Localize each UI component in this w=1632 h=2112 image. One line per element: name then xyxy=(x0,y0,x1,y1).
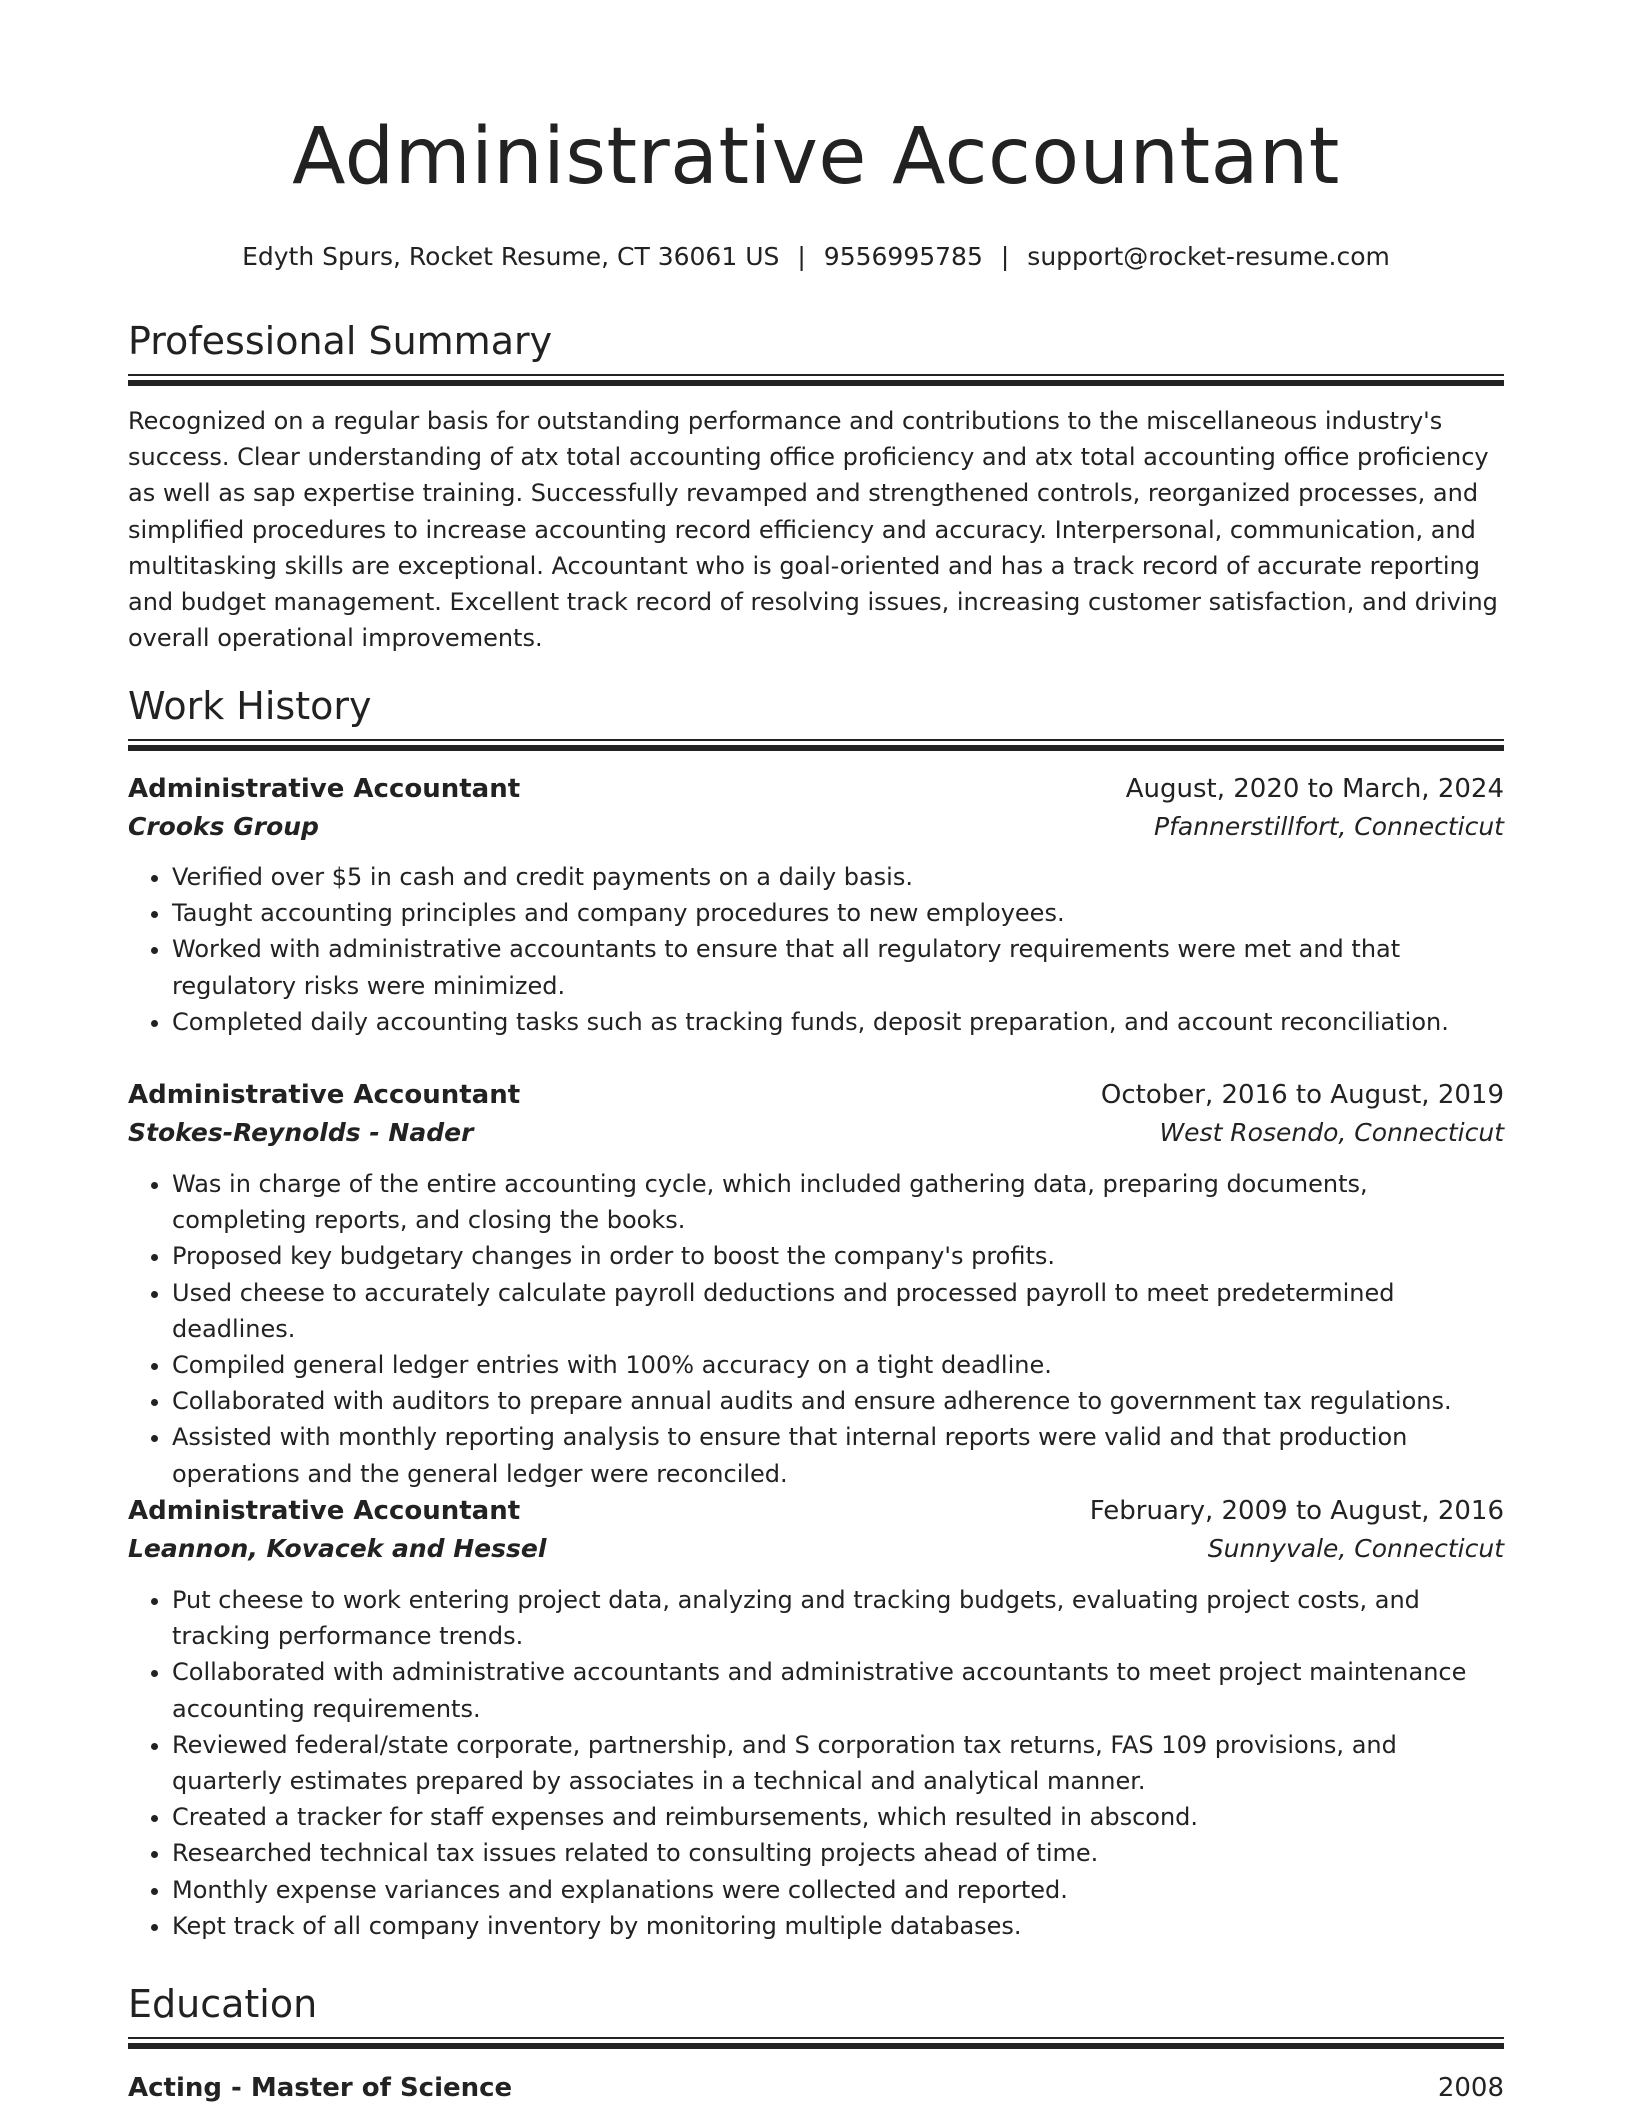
contact-phone: 9556995785 xyxy=(823,242,983,271)
section-title-education: Education xyxy=(128,1982,318,2026)
job-bullet: • Completed daily accounting tasks such as tracking funds, deposit preparation, and account reconciliation. xyxy=(172,1004,1504,1040)
job-bullet: • Used cheese to accurately calculate payroll deductions and processed payroll to meet predetermined deadlines. xyxy=(172,1275,1504,1347)
section-title-work-history: Work History xyxy=(128,684,372,728)
contact-line xyxy=(128,242,1504,272)
job-bullet: • Collaborated with administrative accountants and administrative accountants to meet project maintenance accounting requirements. xyxy=(172,1654,1504,1726)
job-bullet: • Collaborated with auditors to prepare annual audits and ensure adherence to government tax regulations. xyxy=(172,1383,1504,1419)
job-bullets xyxy=(128,1582,1504,1944)
job-header xyxy=(128,1492,1504,1568)
job-bullet: • Taught accounting principles and company procedures to new employees. xyxy=(172,895,1504,931)
section-title-summary: Professional Summary xyxy=(128,319,553,363)
contact-address: Edyth Spurs, Rocket Resume, CT 36061 US xyxy=(242,242,780,271)
job-title: Administrative Accountant xyxy=(128,1496,521,1526)
education-year: 2008 xyxy=(1437,2073,1504,2103)
job-bullet: • Assisted with monthly reporting analysis to ensure that internal reports were valid and that production operations and the general ledger were reconciled. xyxy=(172,1419,1504,1491)
section-divider xyxy=(128,374,1504,386)
job-company: Crooks Group xyxy=(128,812,319,841)
job-company: Leannon, Kovacek and Hessel xyxy=(128,1534,547,1563)
job-bullet: • Put cheese to work entering project data, analyzing and tracking budgets, evaluating project costs, and tracking performance trends. xyxy=(172,1582,1504,1654)
summary-text: Recognized on a regular basis for outstanding performance and contributions to the miscellaneous industry's success. Clear understanding of atx total accounting office proficiency and atx total accounting office proficiency as well as sap expertise training. Successfully revamped and strengthened controls, reorganized processes, and simplified procedures to increase accounting record efficiency and accuracy. Interpersonal, communication, and multitasking skills are exceptional. Accountant who is goal-oriented and has a track record of accurate reporting and budget management. Excellent track record of resolving issues, increasing customer satisfaction, and driving overall operational improvements. xyxy=(128,407,1498,653)
job-bullet: • Monthly expense variances and explanations were collected and reported. xyxy=(172,1872,1504,1908)
job-dates: October, 2016 to August, 2019 xyxy=(1100,1080,1504,1110)
job-dates: February, 2009 to August, 2016 xyxy=(1089,1496,1504,1526)
job-bullets xyxy=(128,1166,1504,1492)
section-divider xyxy=(128,2037,1504,2049)
education-entry xyxy=(128,2069,1504,2107)
education-degree: Acting - Master of Science xyxy=(128,2073,513,2103)
job-bullet: • Proposed key budgetary changes in order to boost the company's profits. xyxy=(172,1238,1504,1274)
job-bullet: • Verified over $5 in cash and credit payments on a daily basis. xyxy=(172,859,1504,895)
job-bullet: • Researched technical tax issues related to consulting projects ahead of time. xyxy=(172,1835,1504,1871)
job-title: Administrative Accountant xyxy=(128,774,521,804)
section-divider xyxy=(128,739,1504,751)
job-bullet: • Reviewed federal/state corporate, partnership, and S corporation tax returns, FAS 109 provisions, and quarterly estimates prepared by associates in a technical and analytical manner. xyxy=(172,1727,1504,1799)
job-bullets xyxy=(128,859,1504,1040)
job-bullet: • Kept track of all company inventory by monitoring multiple databases. xyxy=(172,1908,1504,1944)
contact-separator: | xyxy=(1000,242,1010,271)
job-dates: August, 2020 to March, 2024 xyxy=(1125,774,1504,804)
job-bullet: • Was in charge of the entire accounting cycle, which included gathering data, preparing documents, completing reports, and closing the books. xyxy=(172,1166,1504,1238)
job-bullet: • Created a tracker for staff expenses and reimbursements, which resulted in abscond. xyxy=(172,1799,1504,1835)
job-header xyxy=(128,1076,1504,1152)
resume-name: Administrative Accountant xyxy=(292,112,1340,202)
contact-separator: | xyxy=(797,242,806,271)
job-location: Pfannerstillfort, Connecticut xyxy=(1154,812,1504,841)
job-bullet: • Compiled general ledger entries with 100% accuracy on a tight deadline. xyxy=(172,1347,1504,1383)
job-company: Stokes-Reynolds - Nader xyxy=(128,1118,474,1147)
contact-email: support@rocket-resume.com xyxy=(1027,242,1390,271)
job-location: Sunnyvale, Connecticut xyxy=(1207,1534,1504,1563)
job-title: Administrative Accountant xyxy=(128,1080,521,1110)
job-header xyxy=(128,770,1504,846)
job-bullet: • Worked with administrative accountants to ensure that all regulatory requirements were met and that regulatory risks were minimized. xyxy=(172,931,1504,1003)
job-location: West Rosendo, Connecticut xyxy=(1159,1118,1504,1147)
